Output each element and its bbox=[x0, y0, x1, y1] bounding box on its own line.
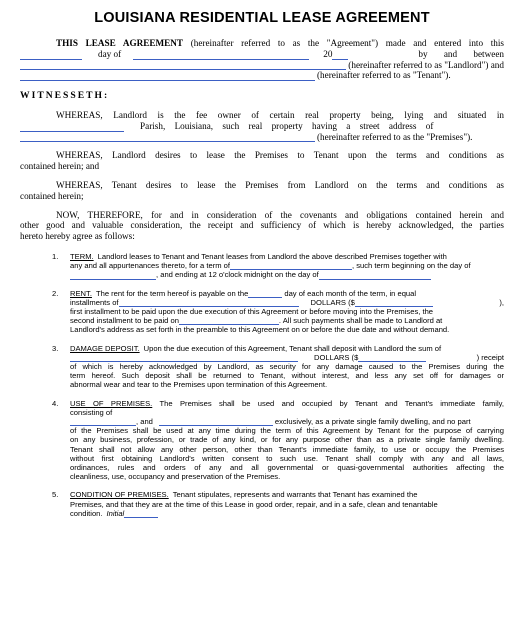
blank-deposit-amount[interactable] bbox=[358, 353, 426, 362]
item-condition-number: 5. bbox=[52, 490, 59, 500]
landlord-ref: (hereinafter referred to as "Landlord") and bbox=[348, 59, 504, 70]
blank-landlord-name[interactable] bbox=[20, 61, 346, 70]
item-term bbox=[20, 252, 504, 280]
item-rent-line-4b: . All such payments shall be made to Landlord at bbox=[278, 316, 443, 326]
blank-second-installment-date[interactable] bbox=[179, 316, 279, 325]
item-use bbox=[20, 399, 504, 482]
blank-rent-amount-words[interactable] bbox=[119, 298, 299, 307]
blank-term-length[interactable] bbox=[230, 261, 352, 270]
item-use-heading: USE OF PREMISES. bbox=[70, 398, 153, 408]
whereas-3-line-2: contained herein; bbox=[20, 190, 84, 201]
item-condition bbox=[20, 490, 504, 518]
item-deposit-number: 3. bbox=[52, 343, 59, 353]
item-term-heading: TERM. bbox=[70, 251, 94, 261]
item-use-line-2: consisting of bbox=[70, 407, 113, 417]
item-rent-line-5: Landlord's address as set forth in the preamble to this Agreement on or before the due date and without demand. bbox=[70, 325, 450, 335]
item-rent-heading: RENT. bbox=[70, 288, 92, 298]
intro-line-3 bbox=[20, 60, 504, 71]
now-therefore-line-3: hereto hereby agree as follows: bbox=[20, 231, 135, 242]
blank-occupant-2[interactable] bbox=[159, 417, 273, 426]
blank-initial[interactable] bbox=[124, 509, 158, 518]
item-deposit-line-1: Upon the due execution of this Agreement, Tenant shall deposit with Landlord the sum of bbox=[143, 343, 442, 353]
item-use-line-9: cleanliness, use, occupancy and preservation of the Premises. bbox=[70, 472, 281, 482]
item-deposit bbox=[20, 344, 504, 390]
item-deposit-heading: DAMAGE DEPOSIT. bbox=[70, 343, 140, 353]
item-rent-line-3: first installment to be paid upon the due execution of this Agreement or before moving into the Premises, the bbox=[70, 306, 434, 316]
intro-line-2 bbox=[20, 49, 504, 60]
item-term-line-1: Landlord leases to Tenant and Tenant leases from Landlord the above described Premises together with bbox=[97, 251, 447, 261]
item-deposit-line-4: term hereof. Such deposit shall be returned to Tenant, without interest, and less any set off for damages or bbox=[70, 371, 504, 381]
item-term-line-2a: any and all appurtenances thereto, for a term of bbox=[70, 261, 230, 271]
item-deposit-line-3: of which is hereby acknowledged by Landlord, as security for any damage caused to the Premises during the bbox=[70, 361, 504, 371]
item-condition-line-2: Premises, and that they are at the time of this Lease in good order, repair, and in a safe, clean and tenantable bbox=[70, 499, 438, 509]
blank-street-address[interactable] bbox=[20, 133, 315, 142]
item-condition-heading: CONDITION OF PREMISES. bbox=[70, 490, 169, 500]
item-term-line-2b: , such term beginning on the day of bbox=[352, 261, 471, 271]
year-prefix: 20 bbox=[323, 48, 333, 59]
item-term-number: 1. bbox=[52, 251, 59, 261]
intro-lead: THIS LEASE AGREEMENT bbox=[56, 38, 184, 48]
whereas-3-line-1: WHEREAS, Tenant desires to lease the Premises from Landlord on the terms and conditions as bbox=[56, 179, 504, 190]
day-of-text: day of bbox=[98, 48, 122, 59]
item-use-line-3a: , and bbox=[136, 417, 153, 426]
item-rent bbox=[20, 289, 504, 335]
item-deposit-line-2b: ) receipt bbox=[476, 352, 504, 362]
blank-rent-amount[interactable] bbox=[355, 298, 433, 307]
blank-tenant-name[interactable] bbox=[20, 72, 315, 81]
item-rent-line-2c: ), bbox=[499, 297, 504, 307]
intro-line-4 bbox=[20, 70, 504, 81]
blank-parish[interactable] bbox=[20, 123, 124, 132]
item-condition-line-3a: condition. bbox=[70, 508, 103, 518]
blank-term-end[interactable] bbox=[319, 271, 431, 280]
now-therefore-line-2: other good and valuable consideration, the receipt and sufficiency of which is hereby acknowledged, the parties bbox=[20, 220, 504, 231]
intro-rest: (hereinafter referred to as the "Agreement") made and entered into this bbox=[190, 38, 504, 48]
item-rent-line-2a: installments of bbox=[70, 297, 119, 307]
item-term-line-3: , and ending at 12 o'clock midnight on the day of bbox=[156, 270, 319, 280]
item-condition-line-1: Tenant stipulates, represents and warrants that Tenant has examined the bbox=[172, 490, 418, 500]
item-rent-line-2b: DOLLARS ($ bbox=[310, 297, 355, 307]
item-use-line-4: of the Premises shall be used at any time during the term of this Agreement by Tenant for the purpose of carrying bbox=[70, 426, 504, 436]
item-use-line-8: ordinances, rules and orders of any and all governmental or quasi-governmental authorities affecting the bbox=[70, 463, 504, 473]
whereas-1-parish: Parish, Louisiana, such real property having a street address of bbox=[140, 120, 434, 131]
item-use-line-7: without first obtaining Landlord's written consent to such use. Tenant shall comply with any and all laws, bbox=[70, 453, 504, 463]
item-use-line-5: on any business, profession, or trade of any kind, or for any purpose other than as a private single family dwelling. bbox=[70, 435, 504, 445]
blank-month[interactable] bbox=[133, 51, 309, 60]
item-rent-line-1b: day of each month of the term, in equal bbox=[284, 288, 417, 298]
tenant-ref: (hereinafter referred to as "Tenant"). bbox=[317, 70, 451, 81]
now-therefore bbox=[20, 210, 504, 242]
item-rent-line-1a: The rent for the term hereof is payable on the bbox=[95, 288, 249, 298]
whereas-1-line-1: WHEREAS, Landlord is the fee owner of certain real property being, lying and situated in bbox=[56, 109, 504, 120]
item-rent-number: 2. bbox=[52, 288, 59, 298]
item-use-line-6: Tenant shall not allow any other person, other than Tenant's immediate family, to use or occupy the Premises bbox=[70, 444, 504, 454]
document-title: LOUISIANA RESIDENTIAL LEASE AGREEMENT bbox=[94, 10, 430, 26]
whereas-2-line-1: WHEREAS, Landlord desires to lease the Premises to Tenant upon the terms and conditions as bbox=[56, 150, 504, 161]
item-use-line-1: The Premises shall be used and occupied by Tenant and Tenant's immediate family, bbox=[159, 398, 505, 408]
witnesseth-heading: WITNESSETH: bbox=[20, 90, 110, 102]
now-therefore-line-1: NOW, THEREFORE, for and in consideration of the covenants and obligations contained herein and bbox=[56, 209, 504, 220]
intro-section bbox=[20, 38, 504, 81]
intro-line-1 bbox=[20, 38, 504, 49]
item-use-number: 4. bbox=[52, 398, 59, 408]
item-deposit-line-5: abnormal wear and tear to the Premises upon termination of this Agreement. bbox=[70, 380, 328, 390]
by-and-between: by and between bbox=[418, 48, 504, 59]
premises-ref: (hereinafter referred to as the "Premises"). bbox=[317, 131, 473, 142]
initial-label: Initial bbox=[106, 508, 125, 518]
blank-rent-day[interactable] bbox=[248, 289, 282, 298]
blank-deposit-amount-words[interactable] bbox=[70, 353, 298, 362]
whereas-2 bbox=[20, 150, 504, 172]
item-deposit-line-2a: DOLLARS ($ bbox=[314, 352, 359, 362]
blank-occupant-1[interactable] bbox=[70, 417, 136, 426]
whereas-3 bbox=[20, 180, 504, 202]
item-rent-line-4a: second installment to be paid on bbox=[70, 316, 179, 326]
whereas-2-line-2: contained herein; and bbox=[20, 161, 100, 172]
whereas-1 bbox=[20, 110, 504, 142]
blank-day[interactable] bbox=[20, 51, 82, 60]
blank-term-start[interactable] bbox=[70, 271, 156, 280]
blank-year[interactable] bbox=[332, 51, 348, 60]
item-use-line-3b: exclusively, as a private single family dwelling, and no part bbox=[274, 417, 471, 426]
